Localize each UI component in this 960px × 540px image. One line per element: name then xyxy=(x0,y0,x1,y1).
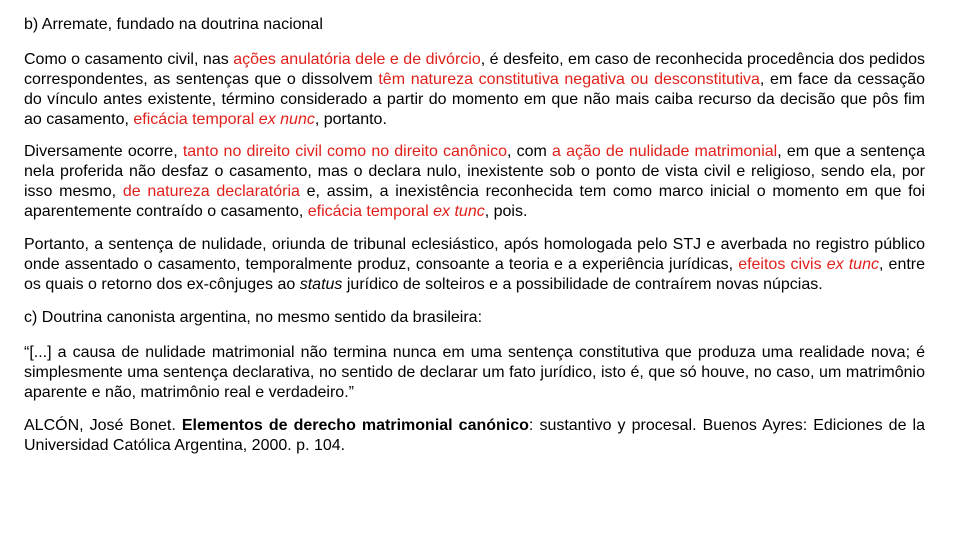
highlight-italic-segment: ex tunc xyxy=(433,203,485,220)
highlight-segment: de natureza declaratória xyxy=(122,183,300,200)
highlight-segment: tanto no direito civil como no direito canônico xyxy=(182,143,508,160)
citation-author: ALCÓN, José Bonet. xyxy=(24,417,182,434)
text-segment: e, assim, a inexistência reconhecida tem como marco inicial o momento em que foi aparentemente contraído o casamento, xyxy=(24,183,926,220)
highlight-segment: a ação de nulidade matrimonial xyxy=(552,143,778,160)
highlight-segment: efeitos civis xyxy=(738,256,827,273)
text-segment: jurídico de solteiros e a possibilidade de contraírem novas núpcias. xyxy=(342,276,823,293)
text-segment: , em que a sentença nela proferida não desfaz o casamento, mas o declara nulo, inexistente sob o ponto de vista civil e religioso, sendo ela, por isso mesmo, xyxy=(24,143,926,200)
paragraph-nullity-effects xyxy=(24,235,925,295)
paragraph-civil-marriage xyxy=(24,50,925,130)
highlight-italic-segment: ex nunc xyxy=(258,111,315,128)
highlight-segment: têm natureza constitutiva negativa ou desconstitutiva xyxy=(378,71,760,88)
text-segment: Como o casamento civil, nas xyxy=(24,51,234,68)
text-segment: , é desfeito, em caso de reconhecida procedência dos pedidos correspondentes, as sentenças que o dissolvem xyxy=(24,51,925,88)
quote-paragraph: “[...] a causa de nulidade matrimonial não termina nunca em uma sentença constitutiva que produza uma realidade nova; é simplesmente uma sentença declarativa, no sentido de declarar um fato jurídico, isto é, que só houve, no caso, um matrimônio aparente e não, matrimônio real e verdadeiro.” xyxy=(24,344,925,401)
text-segment: Diversamente ocorre, xyxy=(24,143,183,160)
text-segment: , portanto. xyxy=(314,111,387,128)
citation-rest: : sustantivo y procesal. Buenos Ayres: Ediciones de la Universidad Católica Argentina, 2000. p. 104. xyxy=(24,417,926,454)
paragraph-nullity-action xyxy=(24,142,925,222)
text-segment: , com xyxy=(507,143,553,160)
text-segment: , entre os quais o retorno dos ex-cônjuges ao xyxy=(24,256,926,293)
italic-segment: status xyxy=(299,276,343,293)
text-segment: , pois. xyxy=(484,203,528,220)
highlight-segment: eficácia temporal xyxy=(307,203,434,220)
heading-c: c) Doutrina canonista argentina, no mesmo sentido da brasileira: xyxy=(24,309,483,326)
highlight-segment: ações anulatória dele e de divórcio xyxy=(233,51,481,68)
highlight-segment: eficácia temporal xyxy=(133,111,259,128)
heading-b: b) Arremate, fundado na doutrina nacional xyxy=(24,16,323,33)
text-segment: , em face da cessação do vínculo antes existente, término considerado a partir do momento em que não mais caiba recurso da decisão que pôs fim ao casamento, xyxy=(24,71,925,128)
text-segment: Portanto, a sentença de nulidade, oriunda de tribunal eclesiástico, após homologada pelo STJ e averbada no registro público onde assentado o casamento, temporalmente produz, consoante a teoria e a experiência jurídicas, xyxy=(24,236,925,273)
citation-title: Elementos de derecho matrimonial canónico xyxy=(181,417,529,434)
citation-paragraph xyxy=(24,416,925,456)
highlight-italic-segment: ex tunc xyxy=(826,256,879,273)
